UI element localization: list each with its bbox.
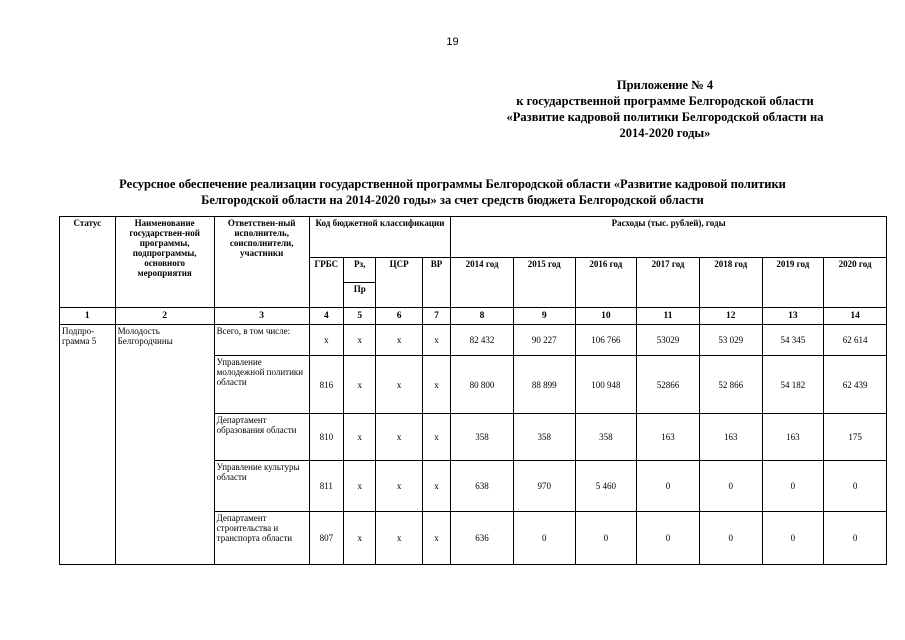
executor-cell: Департамент строительства и транспорта области bbox=[214, 512, 309, 565]
header-year-2016: 2016 год bbox=[575, 258, 637, 308]
value-2016: 358 bbox=[575, 414, 637, 461]
page-number: 19 bbox=[446, 36, 459, 48]
value-2020: 0 bbox=[824, 512, 887, 565]
column-number: 9 bbox=[513, 308, 575, 325]
csr-cell: x bbox=[376, 356, 423, 414]
header-name: Наименование государствен-ной программы, подпрограммы, основного мероприятия bbox=[115, 217, 214, 308]
grbs-cell: 816 bbox=[309, 356, 343, 414]
title-line-2: Белгородской области на 2014-2020 годы» за счет средств бюджета Белгородской области bbox=[201, 193, 704, 207]
column-number: 4 bbox=[309, 308, 343, 325]
header-year-2020: 2020 год bbox=[824, 258, 887, 308]
column-number: 11 bbox=[637, 308, 700, 325]
executor-cell: Управление культуры области bbox=[214, 461, 309, 512]
vr-cell: x bbox=[422, 414, 450, 461]
column-number: 7 bbox=[422, 308, 450, 325]
value-2019: 0 bbox=[762, 512, 824, 565]
value-2016: 100 948 bbox=[575, 356, 637, 414]
program-name-cell: Молодость Белгородчины bbox=[115, 325, 214, 565]
appendix-line-1: Приложение № 4 bbox=[616, 78, 714, 92]
grbs-cell: 810 bbox=[309, 414, 343, 461]
header-executor: Ответствен-ный исполнитель, соисполнители, участники bbox=[214, 217, 309, 308]
vr-cell: x bbox=[422, 512, 450, 565]
value-2016: 0 bbox=[575, 512, 637, 565]
value-2018: 0 bbox=[699, 461, 762, 512]
value-2016: 106 766 bbox=[575, 325, 637, 356]
value-2018: 53 029 bbox=[699, 325, 762, 356]
header-year-2018: 2018 год bbox=[699, 258, 762, 308]
value-2020: 0 bbox=[824, 461, 887, 512]
csr-cell: x bbox=[376, 325, 423, 356]
header-csr: ЦСР bbox=[376, 258, 423, 308]
value-2017: 163 bbox=[637, 414, 700, 461]
appendix-header bbox=[480, 77, 850, 141]
value-2020: 62 439 bbox=[824, 356, 887, 414]
value-2015: 970 bbox=[513, 461, 575, 512]
column-number: 13 bbox=[762, 308, 824, 325]
rz-cell: x bbox=[344, 356, 376, 414]
value-2016: 5 460 bbox=[575, 461, 637, 512]
appendix-line-4: 2014-2020 годы» bbox=[619, 126, 711, 140]
header-grbs: ГРБС bbox=[309, 258, 343, 308]
rz-cell: x bbox=[344, 461, 376, 512]
column-number: 2 bbox=[115, 308, 214, 325]
table-row bbox=[60, 325, 887, 356]
header-year-2014: 2014 год bbox=[451, 258, 514, 308]
value-2020: 175 bbox=[824, 414, 887, 461]
value-2020: 62 614 bbox=[824, 325, 887, 356]
grbs-cell: 811 bbox=[309, 461, 343, 512]
appendix-line-2: к государственной программе Белгородской области bbox=[516, 94, 814, 108]
header-year-2017: 2017 год bbox=[637, 258, 700, 308]
column-number: 3 bbox=[214, 308, 309, 325]
value-2019: 54 182 bbox=[762, 356, 824, 414]
title-line-1: Ресурсное обеспечение реализации государственной программы Белгородской области «Развитие кадровой политики bbox=[119, 177, 786, 191]
csr-cell: x bbox=[376, 461, 423, 512]
value-2017: 0 bbox=[637, 512, 700, 565]
header-rz: Рз, bbox=[344, 258, 376, 283]
rz-cell: x bbox=[344, 414, 376, 461]
column-number: 10 bbox=[575, 308, 637, 325]
value-2015: 0 bbox=[513, 512, 575, 565]
resource-table bbox=[59, 216, 887, 565]
grbs-cell: x bbox=[309, 325, 343, 356]
vr-cell: x bbox=[422, 356, 450, 414]
rz-cell: x bbox=[344, 512, 376, 565]
executor-cell: Управление молодежной политики области bbox=[214, 356, 309, 414]
value-2014: 638 bbox=[451, 461, 514, 512]
vr-cell: x bbox=[422, 325, 450, 356]
header-year-2015: 2015 год bbox=[513, 258, 575, 308]
value-2019: 0 bbox=[762, 461, 824, 512]
header-pr: Пр bbox=[344, 283, 376, 308]
header-budget-code: Код бюджетной классификации bbox=[309, 217, 451, 258]
column-number: 12 bbox=[699, 308, 762, 325]
vr-cell: x bbox=[422, 461, 450, 512]
value-2014: 636 bbox=[451, 512, 514, 565]
value-2015: 88 899 bbox=[513, 356, 575, 414]
document-title bbox=[40, 176, 865, 208]
value-2017: 53029 bbox=[637, 325, 700, 356]
header-status: Статус bbox=[60, 217, 116, 308]
value-2014: 82 432 bbox=[451, 325, 514, 356]
status-cell: Подпро-грамма 5 bbox=[60, 325, 116, 565]
appendix-line-3: «Развитие кадровой политики Белгородской области на bbox=[506, 110, 824, 124]
executor-cell: Всего, в том числе: bbox=[214, 325, 309, 356]
value-2015: 358 bbox=[513, 414, 575, 461]
column-number: 8 bbox=[451, 308, 514, 325]
value-2018: 52 866 bbox=[699, 356, 762, 414]
csr-cell: x bbox=[376, 414, 423, 461]
value-2019: 163 bbox=[762, 414, 824, 461]
value-2014: 80 800 bbox=[451, 356, 514, 414]
column-number: 14 bbox=[824, 308, 887, 325]
csr-cell: x bbox=[376, 512, 423, 565]
rz-cell: x bbox=[344, 325, 376, 356]
column-number: 1 bbox=[60, 308, 116, 325]
value-2018: 163 bbox=[699, 414, 762, 461]
value-2017: 52866 bbox=[637, 356, 700, 414]
header-year-2019: 2019 год bbox=[762, 258, 824, 308]
column-number: 6 bbox=[376, 308, 423, 325]
grbs-cell: 807 bbox=[309, 512, 343, 565]
value-2019: 54 345 bbox=[762, 325, 824, 356]
column-number: 5 bbox=[344, 308, 376, 325]
executor-cell: Департамент образования области bbox=[214, 414, 309, 461]
header-vr: ВР bbox=[422, 258, 450, 308]
header-expenses: Расходы (тыс. рублей), годы bbox=[451, 217, 887, 258]
value-2014: 358 bbox=[451, 414, 514, 461]
value-2018: 0 bbox=[699, 512, 762, 565]
value-2015: 90 227 bbox=[513, 325, 575, 356]
value-2017: 0 bbox=[637, 461, 700, 512]
